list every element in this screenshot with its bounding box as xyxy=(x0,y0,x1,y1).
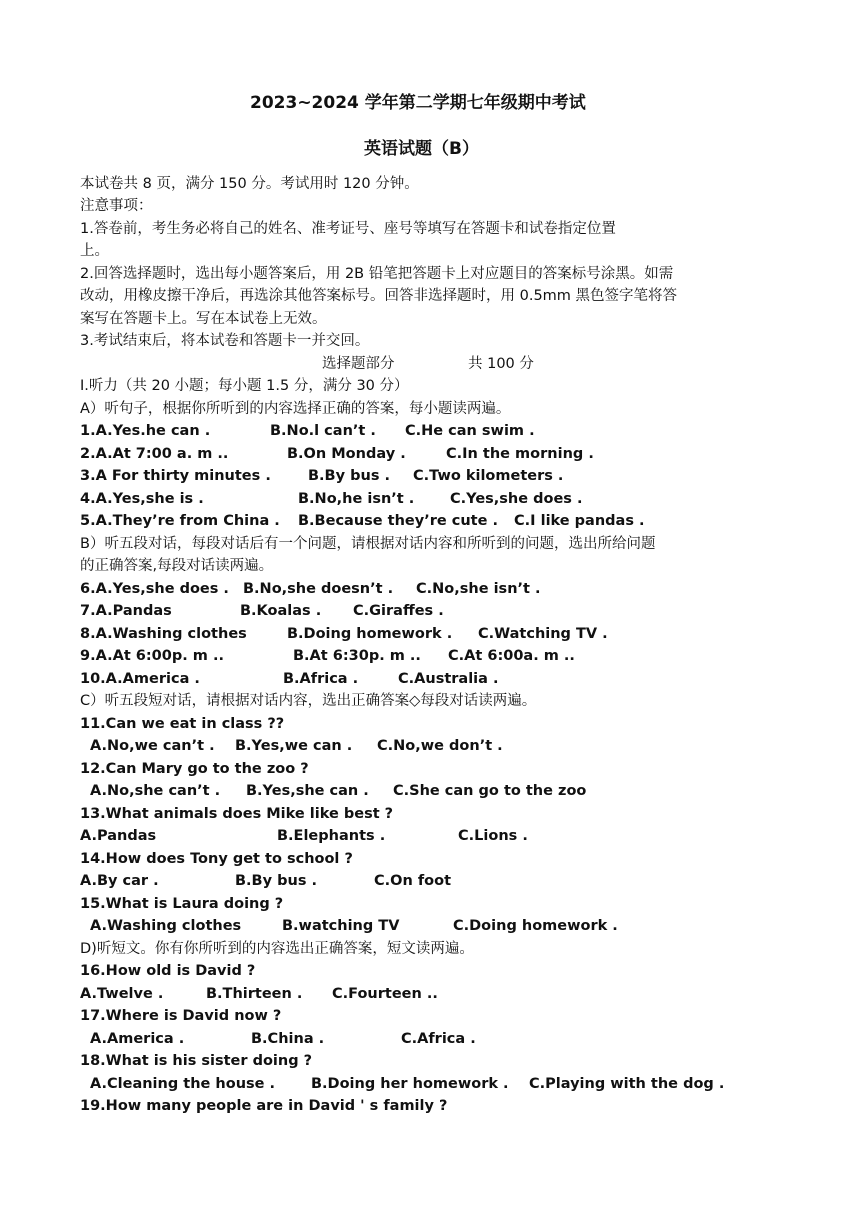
part-1-heading: Ⅰ.听力（共 20 小题；每小题 1.5 分，满分 30 分） xyxy=(80,378,409,394)
q16-question: 16.How old is David ? xyxy=(80,963,256,979)
q19-question: 19.How many people are in David ' s family ? xyxy=(80,1098,448,1114)
q18-option-c: C.Playing with the dog . xyxy=(529,1076,725,1092)
q7-option-a: 7.A.Pandas xyxy=(80,603,172,619)
q16-option-a: A.Twelve . xyxy=(80,986,164,1002)
q14-option-a: A.By car . xyxy=(80,873,159,889)
note-1-line-2: 上。 xyxy=(80,243,109,259)
q14-option-b: B.By bus . xyxy=(235,873,318,889)
q15-option-a: A.Washing clothes xyxy=(90,918,242,934)
q14-option-c: C.On foot xyxy=(374,873,452,889)
q12-option-c: C.She can go to the zoo xyxy=(393,783,587,799)
q2-option-c: C.In the morning . xyxy=(446,446,594,462)
section-name: 选择题部分 xyxy=(322,356,395,372)
q6-option-c: C.No,she isn’t . xyxy=(416,581,541,597)
q9-option-b: B.At 6:30p. m .. xyxy=(293,648,421,664)
section-score: 共 100 分 xyxy=(468,356,534,372)
q11-option-a: A.No,we can’t . xyxy=(90,738,215,754)
exam-title: 2023~2024 学年第二学期七年级期中考试 xyxy=(250,93,586,113)
q10-option-b: B.Africa . xyxy=(283,671,359,687)
q12-question: 12.Can Mary go to the zoo ? xyxy=(80,761,309,777)
q10-option-c: C.Australia . xyxy=(398,671,499,687)
part-c-instructions: C）听五段短对话，请根据对话内容，选出正确答案◇每段对话读两遍。 xyxy=(80,693,537,709)
note-1-line-1: 1.答卷前，考生务必将自己的姓名、准考证号、座号等填写在答题卡和试卷指定位置 xyxy=(80,221,616,237)
q17-option-b: B.China . xyxy=(251,1031,325,1047)
note-3: 3.考试结束后，将本试卷和答题卡一并交回。 xyxy=(80,333,370,349)
note-2-line-2: 改动，用橡皮擦干净后，再选涂其他答案标号。回答非选择题时，用 0.5mm 黑色签字笔将答 xyxy=(80,288,678,304)
q14-question: 14.How does Tony get to school ? xyxy=(80,851,353,867)
q15-question: 15.What is Laura doing ? xyxy=(80,896,284,912)
part-b-instructions-1: B）听五段对话，每段对话后有一个问题，请根据对话内容和所听到的问题，选出所给问题 xyxy=(80,536,656,552)
q6-option-a: 6.A.Yes,she does . xyxy=(80,581,229,597)
q6-option-b: B.No,she doesn’t . xyxy=(243,581,394,597)
q12-option-b: B.Yes,she can . xyxy=(246,783,369,799)
q15-option-b: B.watching TV xyxy=(282,918,400,934)
q3-option-c: C.Two kilometers . xyxy=(413,468,564,484)
q13-option-c: C.Lions . xyxy=(458,828,528,844)
q10-option-a: 10.A.America . xyxy=(80,671,200,687)
q9-option-c: C.At 6:00a. m .. xyxy=(448,648,575,664)
part-b-instructions-2: 的正确答案,每段对话读两遍。 xyxy=(80,558,274,574)
q8-option-c: C.Watching TV . xyxy=(478,626,608,642)
q2-option-b: B.On Monday . xyxy=(287,446,406,462)
q5-option-a: 5.A.They’re from China . xyxy=(80,513,280,529)
q18-question: 18.What is his sister doing ? xyxy=(80,1053,313,1069)
q13-question: 13.What animals does Mike like best ? xyxy=(80,806,394,822)
q2-option-a: 2.A.At 7:00 a. m .. xyxy=(80,446,229,462)
q11-option-c: C.No,we don’t . xyxy=(377,738,503,754)
q3-option-a: 3.A For thirty minutes . xyxy=(80,468,271,484)
note-2-line-1: 2.回答选择题时，选出每小题答案后，用 2B 铅笔把答题卡上对应题目的答案标号涂黑。如需 xyxy=(80,266,674,282)
note-2-line-3: 案写在答题卡上。写在本试卷上无效。 xyxy=(80,311,327,327)
q12-option-a: A.No,she can’t . xyxy=(90,783,221,799)
q8-option-a: 8.A.Washing clothes xyxy=(80,626,247,642)
q1-option-a: 1.A.Yes.he can . xyxy=(80,423,211,439)
q16-option-b: B.Thirteen . xyxy=(206,986,303,1002)
q1-option-c: C.He can swim . xyxy=(405,423,535,439)
q4-option-b: B.No,he isn’t . xyxy=(298,491,415,507)
q11-option-b: B.Yes,we can . xyxy=(235,738,353,754)
q4-option-a: 4.A.Yes,she is . xyxy=(80,491,204,507)
part-d-instructions: D)听短文。你有你所听到的内容选出正确答案，短文读两遍。 xyxy=(80,941,474,957)
q8-option-b: B.Doing homework . xyxy=(287,626,453,642)
q7-option-c: C.Giraffes . xyxy=(353,603,444,619)
part-a-instructions: A）听句子，根据你所听到的内容选择正确的答案，每小题读两遍。 xyxy=(80,401,511,417)
q4-option-c: C.Yes,she does . xyxy=(450,491,583,507)
intro-line: 本试卷共 8 页，满分 150 分。考试用时 120 分钟。 xyxy=(80,176,419,192)
notes-heading: 注意事项： xyxy=(80,198,153,214)
q5-option-c: C.I like pandas . xyxy=(514,513,645,529)
q17-question: 17.Where is David now ? xyxy=(80,1008,282,1024)
q15-option-c: C.Doing homework . xyxy=(453,918,618,934)
q18-option-b: B.Doing her homework . xyxy=(311,1076,509,1092)
q1-option-b: B.No.l can’t . xyxy=(270,423,376,439)
q7-option-b: B.Koalas . xyxy=(240,603,322,619)
q11-question: 11.Can we eat in class ?? xyxy=(80,716,285,732)
q16-option-c: C.Fourteen .. xyxy=(332,986,438,1002)
q13-option-b: B.Elephants . xyxy=(277,828,386,844)
exam-subtitle: 英语试题（B） xyxy=(364,139,479,159)
q3-option-b: B.By bus . xyxy=(308,468,391,484)
q13-option-a: A.Pandas xyxy=(80,828,157,844)
q17-option-a: A.America . xyxy=(90,1031,185,1047)
q17-option-c: C.Africa . xyxy=(401,1031,476,1047)
q9-option-a: 9.A.At 6:00p. m .. xyxy=(80,648,224,664)
q5-option-b: B.Because they’re cute . xyxy=(298,513,498,529)
q18-option-a: A.Cleaning the house . xyxy=(90,1076,276,1092)
